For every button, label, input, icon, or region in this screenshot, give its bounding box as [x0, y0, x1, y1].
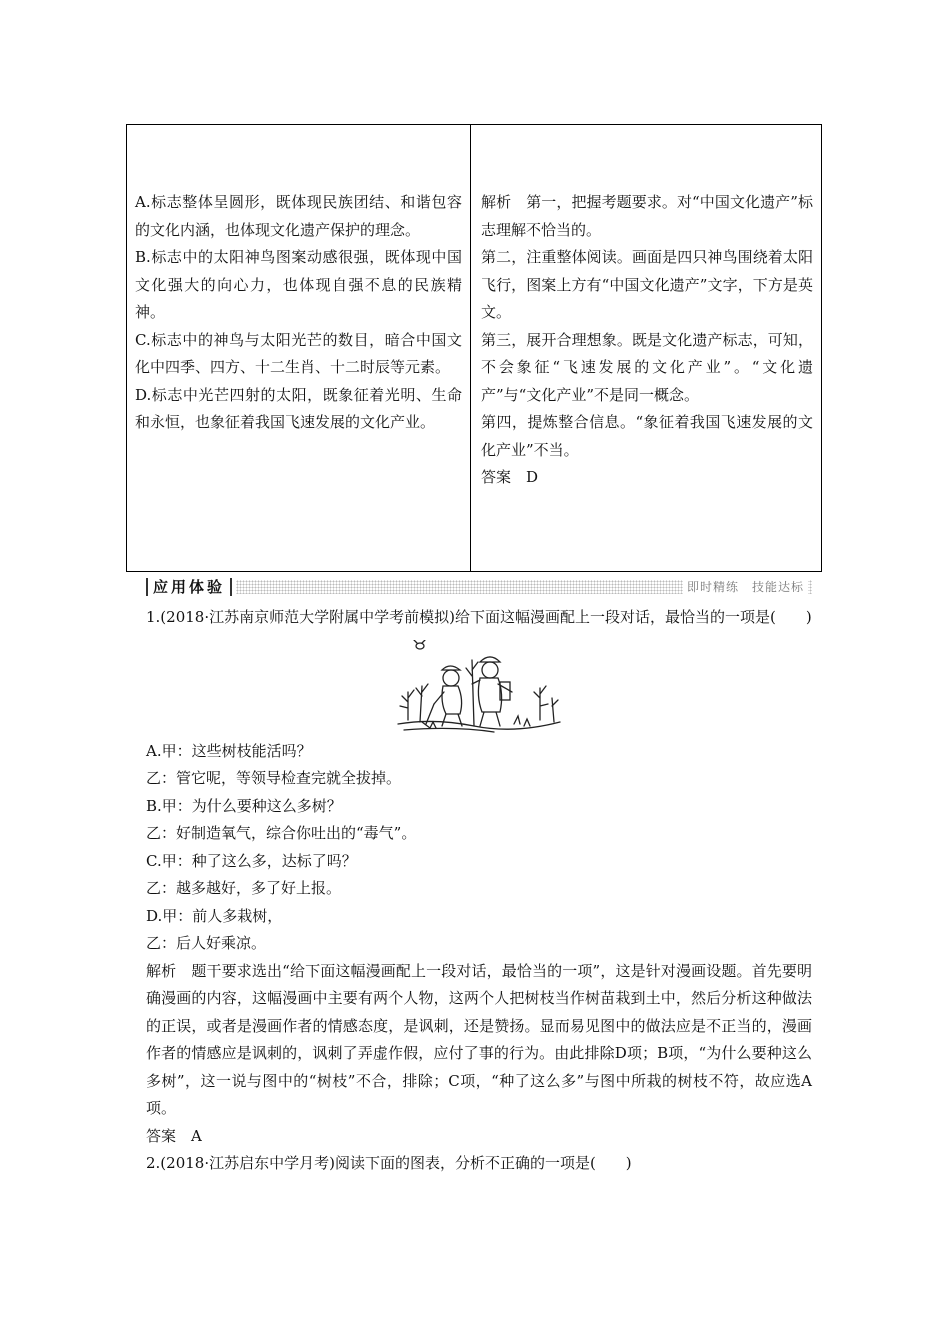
analysis-step-1: 解析 第一，把握考题要求。对“中国文化遗产”标志理解不恰当的。	[481, 193, 813, 239]
q1-option-b-yi: 乙：好制造氧气，综合你吐出的“毒气”。	[146, 824, 417, 842]
q1-option-d-jia: D.甲：前人多栽树，	[146, 906, 283, 925]
section-title: 应用体验	[146, 578, 232, 596]
q1-option-d-yi: 乙：后人好乘凉。	[146, 934, 267, 952]
cartoon-image	[146, 640, 812, 738]
options-column	[127, 125, 471, 571]
option-a: A.标志整体呈圆形，既体现民族团结、和谐包容的文化内涵，也体现文化遗产保护的理念。	[135, 193, 462, 239]
option-b: B.标志中的太阳神鸟图案动感很强，既体现中国文化强大的向心力，也体现自强不息的民族精神。	[135, 248, 462, 321]
section-tag: 即时精练 技能达标	[683, 578, 808, 595]
analysis-step-4: 第四，提炼整合信息。“象征着我国飞速发展的文化产业”不当。	[481, 413, 813, 459]
q1-option-b-jia: B.甲：为什么要种这么多树？	[146, 796, 342, 815]
q1-option-c-yi: 乙：越多越好，多了好上报。	[146, 879, 342, 897]
q2-stem: 2.(2018·江苏启东中学月考)阅读下面的图表，分析不正确的一项是( )	[146, 1154, 632, 1172]
analysis-step-3: 第三，展开合理想象。既是文化遗产标志，可知，不会象征“飞速发展的文化产业”。“文化遗产”与“文化产业”不是同一概念。	[481, 330, 813, 404]
q1-option-a-yi: 乙：管它呢，等领导检查完就全拔掉。	[146, 769, 402, 787]
option-c: C.标志中的神鸟与太阳光芒的数目，暗合中国文化中四季、四方、十二生肖、十二时辰等元素。	[135, 330, 462, 376]
question-table	[126, 124, 822, 572]
q1-analysis: 解析 题干要求选出“给下面这幅漫画配上一段对话，最恰当的一项”，这是针对漫画设题。首先要明确漫画的内容，这幅漫画中主要有两个人物，这两个人把树枝当作树苗栽到土中，然后分析这种做法的正误，或者是漫画作者的情感态度，是讽刺，还是赞扬。显而易见图中的做法应是不正当的，漫画作者的情感应是讽刺的，讽刺了弄虚作假，应付了事的行为。由此排除D项；B项，“为什么要种这么多树”，这一说与图中的“树枝”不合，排除；C项，“种了这么多”与图中所栽的树枝不符，故应选A项。	[146, 961, 812, 1117]
analysis-step-2: 第二，注重整体阅读。画面是四只神鸟围绕着太阳飞行，图案上方有“中国文化遗产”文字，下方是英文。	[481, 248, 813, 321]
option-d: D.标志中光芒四射的太阳，既象征着光明、生命和永恒，也象征着我国飞速发展的文化产业。	[135, 385, 462, 431]
q1-answer: 答案 A	[146, 1126, 202, 1145]
q1-option-c-jia: C.甲：种了这么多，达标了吗？	[146, 851, 357, 870]
analysis-column	[471, 125, 821, 571]
cartoon-tree-planting-icon	[394, 640, 564, 736]
answer-text: 答案 D	[481, 468, 539, 486]
question-content	[146, 604, 812, 1178]
section-dotted-fill	[236, 580, 812, 594]
q1-option-a-jia: A.甲：这些树枝能活吗？	[146, 741, 312, 760]
section-header	[146, 576, 812, 598]
q1-stem: 1.(2018·江苏南京师范大学附属中学考前模拟)给下面这幅漫画配上一段对话，最恰当的一项是( )	[146, 608, 812, 626]
